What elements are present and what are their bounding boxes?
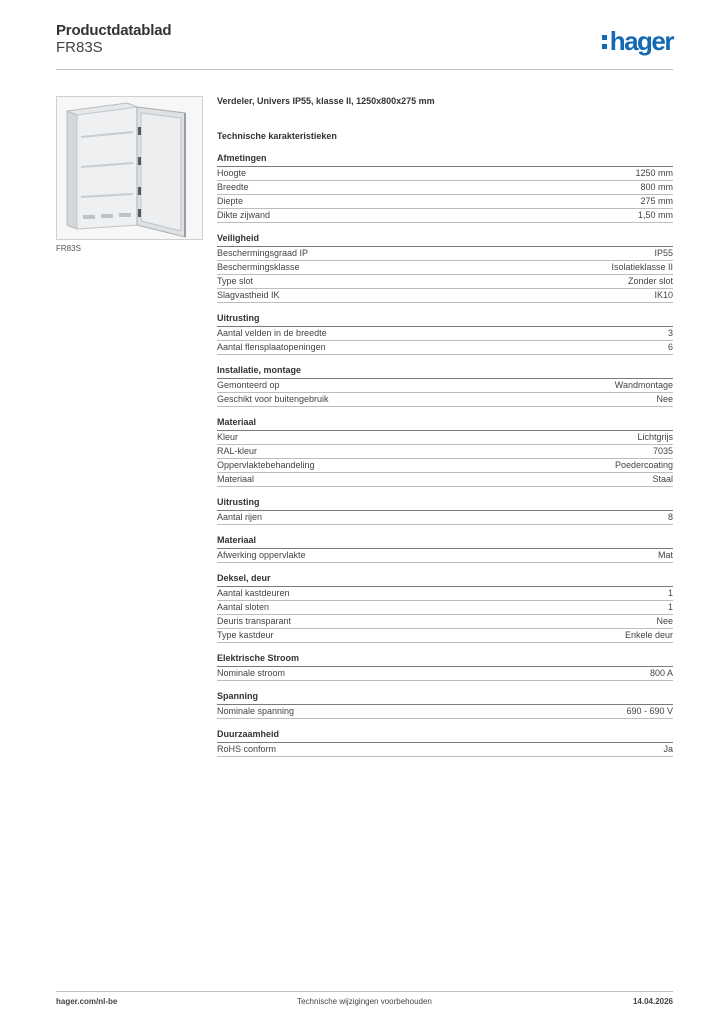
section-title: Elektrische Stroom [217, 653, 673, 667]
section-title: Uitrusting [217, 313, 673, 327]
spec-label: Gemonteerd op [217, 380, 280, 390]
spec-row [217, 379, 673, 393]
logo-dots-icon [602, 33, 608, 51]
spec-value: 8 [667, 512, 673, 522]
spec-value: Poedercoating [614, 460, 673, 470]
spec-label: Type slot [217, 276, 254, 286]
spec-value: Nee [656, 616, 673, 626]
spec-section [217, 573, 673, 643]
spec-value: 1 [667, 602, 673, 612]
spec-row [217, 601, 673, 615]
section-title: Afmetingen [217, 153, 673, 167]
spec-row [217, 261, 673, 275]
spec-label: Aantal sloten [217, 602, 270, 612]
spec-label: Type kastdeur [217, 630, 274, 640]
spec-label: Aantal flensplaatopeningen [217, 342, 326, 352]
spec-row [217, 705, 673, 719]
spec-row [217, 459, 673, 473]
spec-label: Nominale stroom [217, 668, 286, 678]
spec-value: IP55 [654, 248, 673, 258]
spec-label: Nominale spanning [217, 706, 295, 716]
section-title: Installatie, montage [217, 365, 673, 379]
spec-row [217, 167, 673, 181]
spec-section [217, 653, 673, 681]
spec-value: Nee [656, 394, 673, 404]
section-title: Spanning [217, 691, 673, 705]
spec-value: Wandmontage [614, 380, 673, 390]
spec-section [217, 691, 673, 719]
header-divider [56, 69, 673, 70]
spec-label: Geschikt voor buitengebruik [217, 394, 329, 404]
footer-divider [56, 991, 673, 992]
spec-label: Aantal kastdeuren [217, 588, 290, 598]
footer-disclaimer: Technische wijzigingen voorbehouden [297, 997, 432, 1006]
spec-label: Diepte [217, 196, 244, 206]
footer-date: 14.04.2026 [632, 997, 673, 1006]
spec-label: Dikte zijwand [217, 210, 271, 220]
section-title: Materiaal [217, 535, 673, 549]
spec-value: 7035 [652, 446, 673, 456]
spec-row [217, 629, 673, 643]
spec-section [217, 417, 673, 487]
spec-section [217, 497, 673, 525]
spec-value: 3 [667, 328, 673, 338]
logo-text: hager [609, 26, 673, 56]
spec-section [217, 313, 673, 355]
product-description: Verdeler, Univers IP55, klasse II, 1250x800x275 mm [217, 96, 435, 106]
spec-value: Staal [652, 474, 673, 484]
spec-row [217, 275, 673, 289]
spec-label: Beschermingsgraad IP [217, 248, 309, 258]
spec-row [217, 393, 673, 407]
spec-value: 1 [667, 588, 673, 598]
image-caption: FR83S [56, 244, 81, 253]
spec-row [217, 181, 673, 195]
spec-value: Isolatieklasse II [611, 262, 673, 272]
spec-sections [217, 153, 673, 757]
spec-value: 1250 mm [635, 168, 673, 178]
spec-row [217, 667, 673, 681]
distribution-cabinet-icon [57, 97, 202, 239]
section-title: Materiaal [217, 417, 673, 431]
spec-row [217, 743, 673, 757]
spec-label: Materiaal [217, 474, 255, 484]
spec-value: 800 mm [640, 182, 673, 192]
spec-label: Aantal velden in de breedte [217, 328, 327, 338]
spec-label: Hoogte [217, 168, 247, 178]
spec-label: Beschermingsklasse [217, 262, 300, 272]
spec-label: RoHS conform [217, 744, 277, 754]
spec-label: Breedte [217, 182, 249, 192]
spec-section [217, 233, 673, 303]
spec-row [217, 247, 673, 261]
spec-section [217, 535, 673, 563]
spec-value: IK10 [654, 290, 673, 300]
section-title: Veiligheid [217, 233, 673, 247]
spec-value: 800 A [649, 668, 673, 678]
spec-row [217, 289, 673, 303]
product-image [56, 96, 203, 240]
spec-row [217, 473, 673, 487]
spec-row [217, 549, 673, 563]
spec-row [217, 195, 673, 209]
spec-value: 1,50 mm [637, 210, 673, 220]
section-title: Duurzaamheid [217, 729, 673, 743]
page-header [56, 22, 673, 68]
spec-label: Slagvastheid IK [217, 290, 280, 300]
spec-row [217, 587, 673, 601]
tech-characteristics-heading: Technische karakteristieken [217, 131, 337, 141]
spec-section [217, 365, 673, 407]
spec-value: 690 - 690 V [626, 706, 673, 716]
spec-value: 6 [667, 342, 673, 352]
page-title: Productdatablad [56, 22, 172, 39]
spec-value: Enkele deur [624, 630, 673, 640]
product-code: FR83S [56, 39, 103, 56]
spec-section [217, 729, 673, 757]
spec-section [217, 153, 673, 223]
spec-row [217, 431, 673, 445]
page-footer [56, 997, 673, 1011]
spec-row [217, 615, 673, 629]
section-title: Uitrusting [217, 497, 673, 511]
spec-value: Lichtgrijs [637, 432, 673, 442]
spec-value: Mat [657, 550, 673, 560]
spec-label: Afwerking oppervlakte [217, 550, 306, 560]
spec-label: RAL-kleur [217, 446, 258, 456]
spec-label: Oppervlaktebehandeling [217, 460, 315, 470]
spec-label: Kleur [217, 432, 239, 442]
spec-row [217, 209, 673, 223]
footer-website-link[interactable]: hager.com/nl-be [56, 997, 118, 1006]
spec-value: Zonder slot [627, 276, 673, 286]
spec-row [217, 511, 673, 525]
spec-value: Ja [663, 744, 673, 754]
spec-label: Aantal rijen [217, 512, 263, 522]
spec-row [217, 341, 673, 355]
spec-content [217, 96, 673, 767]
spec-label: Deuris transparant [217, 616, 292, 626]
hager-logo [602, 28, 673, 54]
section-title: Deksel, deur [217, 573, 673, 587]
spec-row [217, 327, 673, 341]
spec-value: 275 mm [640, 196, 673, 206]
spec-row [217, 445, 673, 459]
